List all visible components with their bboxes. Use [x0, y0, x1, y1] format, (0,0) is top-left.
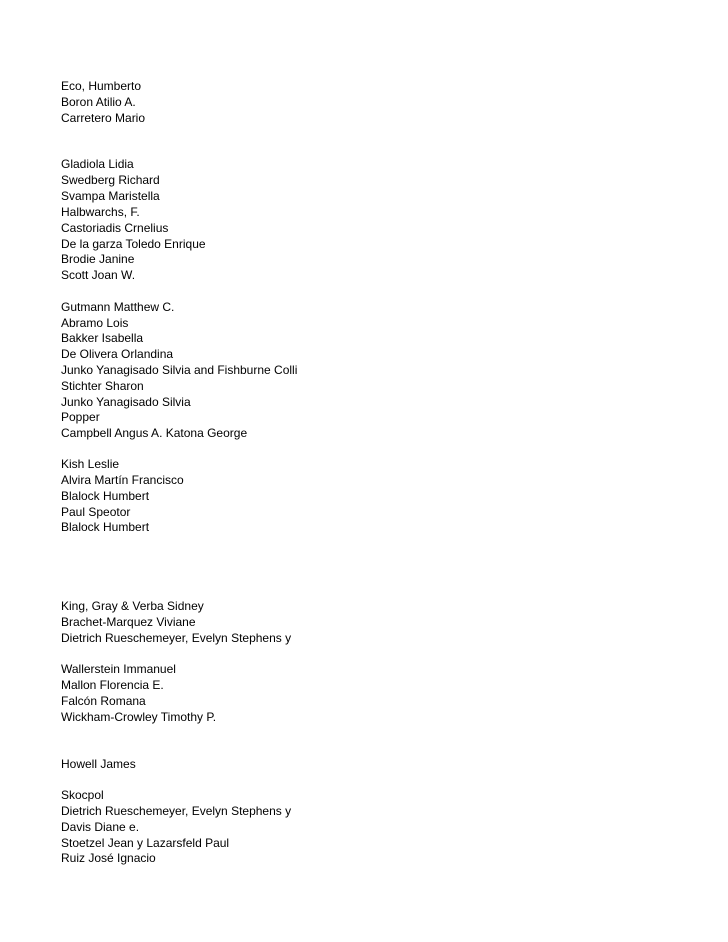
text-line: Popper [61, 410, 100, 424]
text-line: Wallerstein Immanuel [61, 662, 176, 676]
text-line: Scott Joan W. [61, 268, 136, 282]
text-line: De Olivera Orlandina [61, 347, 174, 361]
text-line: King, Gray & Verba Sidney [61, 599, 204, 613]
text-line: Falcón Romana [61, 694, 146, 708]
text-line: Wickham-Crowley Timothy P. [61, 710, 217, 724]
text-line: Gutmann Matthew C. [61, 300, 175, 314]
text-line: Abramo Lois [61, 316, 129, 330]
text-line: Svampa Maristella [61, 189, 160, 203]
text-line: Mallon Florencia E. [61, 678, 164, 692]
text-line: Brodie Janine [61, 252, 135, 266]
text-line: Castoriadis Crnelius [61, 221, 169, 235]
text-line: Swedberg Richard [61, 173, 160, 187]
text-line: Junko Yanagisado Silvia [61, 395, 191, 409]
text-line: Carretero Mario [61, 111, 146, 125]
text-line: Bakker Isabella [61, 331, 144, 345]
text-line: Ruiz José Ignacio [61, 851, 156, 865]
text-line: Howell James [61, 757, 136, 771]
text-line: Paul Speotor [61, 505, 131, 519]
text-line: Stoetzel Jean y Lazarsfeld Paul [61, 836, 230, 850]
text-line: Kish Leslie [61, 457, 120, 471]
text-line: Halbwarchs, F. [61, 205, 140, 219]
text-line: Davis Diane e. [61, 820, 140, 834]
text-line: Blalock Humbert [61, 520, 150, 534]
text-line: Alvira Martín Francisco [61, 473, 184, 487]
text-line: Brachet-Marquez Viviane [61, 615, 196, 629]
text-line: Dietrich Rueschemeyer, Evelyn Stephens y [61, 631, 292, 645]
text-line: Dietrich Rueschemeyer, Evelyn Stephens y [61, 804, 292, 818]
text-line: Stichter Sharon [61, 379, 144, 393]
text-line: Campbell Angus A. Katona George [61, 426, 248, 440]
text-line: De la garza Toledo Enrique [61, 237, 206, 251]
text-line: Gladiola Lidia [61, 157, 134, 171]
text-line: Junko Yanagisado Silvia and Fishburne Colli [61, 363, 298, 377]
text-line: Eco, Humberto [61, 79, 142, 93]
text-line: Blalock Humbert [61, 489, 150, 503]
text-line: Skocpol [61, 788, 104, 802]
text-line: Boron Atilio A. [61, 95, 136, 109]
